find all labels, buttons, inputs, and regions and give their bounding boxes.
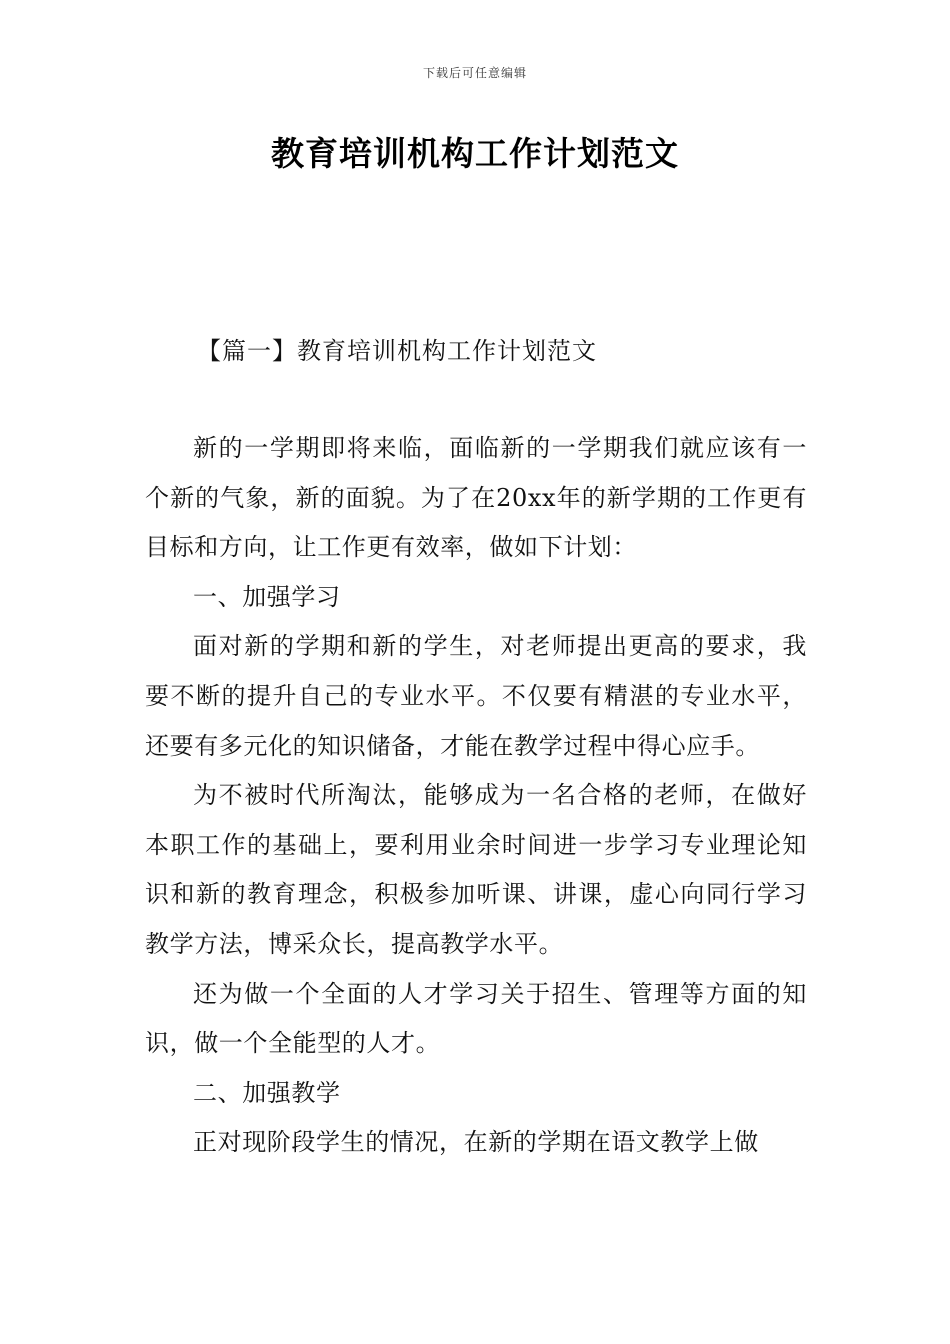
subheading-strengthen-teaching: 二、加强教学 (193, 1078, 341, 1107)
paragraph-learning-1: 面对新的学期和新的学生，对老师提出更高的要求，我要不断的提升自己的专业水平。不仅要有精湛的专业水平，还要有多元化的知识储备，才能在教学过程中得心应手。 (145, 632, 807, 760)
subheading-strengthen-learning: 一、加强学习 (193, 582, 341, 611)
paragraph-intro: 新的一学期即将来临，面临新的一学期我们就应该有一个新的气象，新的面貌。为了在20xx年的新学期的工作更有目标和方向，让工作更有效率，做如下计划： (145, 434, 807, 562)
paragraph-learning-2: 为不被时代所淘汰，能够成为一名合格的老师，在做好本职工作的基础上，要利用业余时间进一步学习专业理论知识和新的教育理念，积极参加听课、讲课，虚心向同行学习教学方法，博采众长，提高教学水平。 (145, 781, 807, 958)
document-title: 教育培训机构工作计划范文 (271, 134, 679, 173)
paragraph-teaching-1: 正对现阶段学生的情况，在新的学期在语文教学上做 (193, 1128, 759, 1157)
section-heading: 【篇一】教育培训机构工作计划范文 (197, 337, 597, 365)
document-body (145, 424, 807, 1168)
page-header-note: 下载后可任意编辑 (422, 66, 527, 80)
paragraph-learning-3: 还为做一个全面的人才学习关于招生、管理等方面的知识，做一个全能型的人才。 (145, 979, 807, 1058)
